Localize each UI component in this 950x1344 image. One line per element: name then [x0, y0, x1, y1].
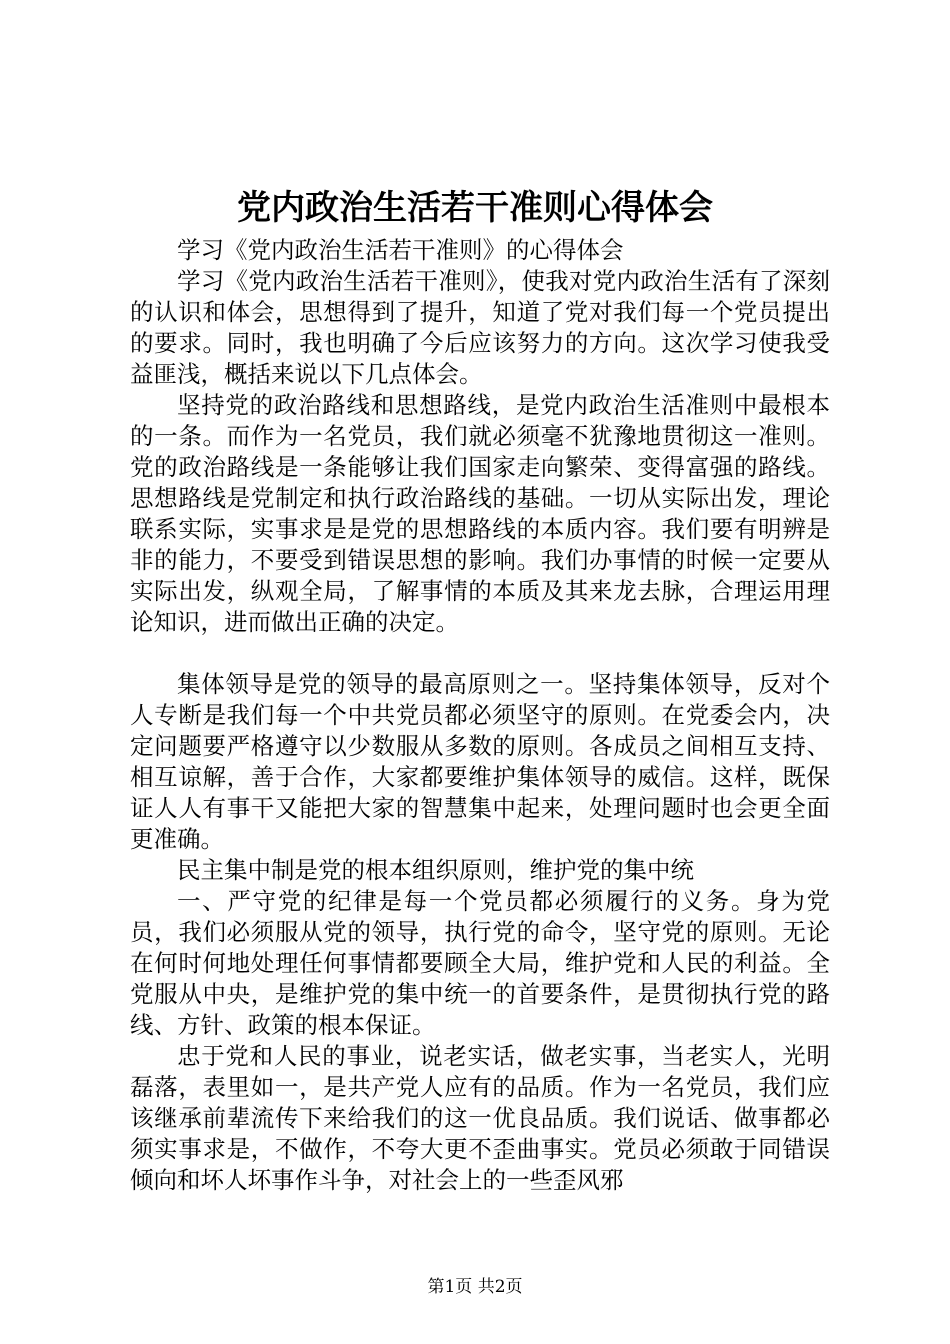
paragraph: 一、严守党的纪律是每一个党员都必须履行的义务。身为党员，我们必须服从党的领导，执行党的命令，坚守党的原则。无论在何时何地处理任何事情都要顾全大局，维护党和人民的利益。全党服从中央，是维护党的集中统一的首要条件，是贯彻执行党的路线、方针、政策的根本保证。	[130, 887, 830, 1039]
paragraph: 学习《党内政治生活若干准则》，使我对党内政治生活有了深刻的认识和体会，思想得到了提升，知道了党对我们每一个党员提出的要求。同时，我也明确了今后应该努力的方向。这次学习使我受益匪浅，概括来说以下几点体会。	[130, 267, 830, 388]
paragraph: 坚持党的政治路线和思想路线，是党内政治生活准则中最根本的一条。而作为一名党员，我们就必须毫不犹豫地贯彻这一准则。党的政治路线是一条能够让我们国家走向繁荣、变得富强的路线。思想路线是党制定和执行政治路线的基础。一切从实际出发，理论联系实际，实事求是是党的思想路线的本质内容。我们要有明辨是非的能力，不要受到错误思想的影响。我们办事情的时候一定要从实际出发，纵观全局，了解事情的本质及其来龙去脉，合理运用理论知识，进而做出正确的决定。	[130, 391, 830, 636]
page-footer: 第1页 共2页	[427, 1277, 523, 1297]
paragraph-spacer	[130, 638, 830, 669]
document-body	[130, 235, 830, 1196]
paragraph: 学习《党内政治生活若干准则》的心得体会	[177, 236, 624, 264]
paragraph: 民主集中制是党的根本组织原则，维护党的集中统	[177, 856, 694, 884]
paragraph: 集体领导是党的领导的最高原则之一。坚持集体领导，反对个人专断是我们每一个中共党员都必须坚守的原则。在党委会内，决定问题要严格遵守以少数服从多数的原则。各成员之间相互支持、相互谅解，善于合作，大家都要维护集体领导的威信。这样，既保证人人有事干又能把大家的智慧集中起来，处理问题时也会更全面更准确。	[130, 670, 830, 853]
document-title: 党内政治生活若干准则心得体会	[237, 188, 713, 228]
paragraph: 忠于党和人民的事业，说老实话，做老实事，当老实人，光明磊落，表里如一，是共产党人应有的品质。作为一名党员，我们应该继承前辈流传下来给我们的这一优良品质。我们说话、做事都必须实事求是，不做作，不夸大更不歪曲事实。党员必须敢于同错误倾向和坏人坏事作斗争，对社会上的一些歪风邪	[130, 1042, 830, 1194]
